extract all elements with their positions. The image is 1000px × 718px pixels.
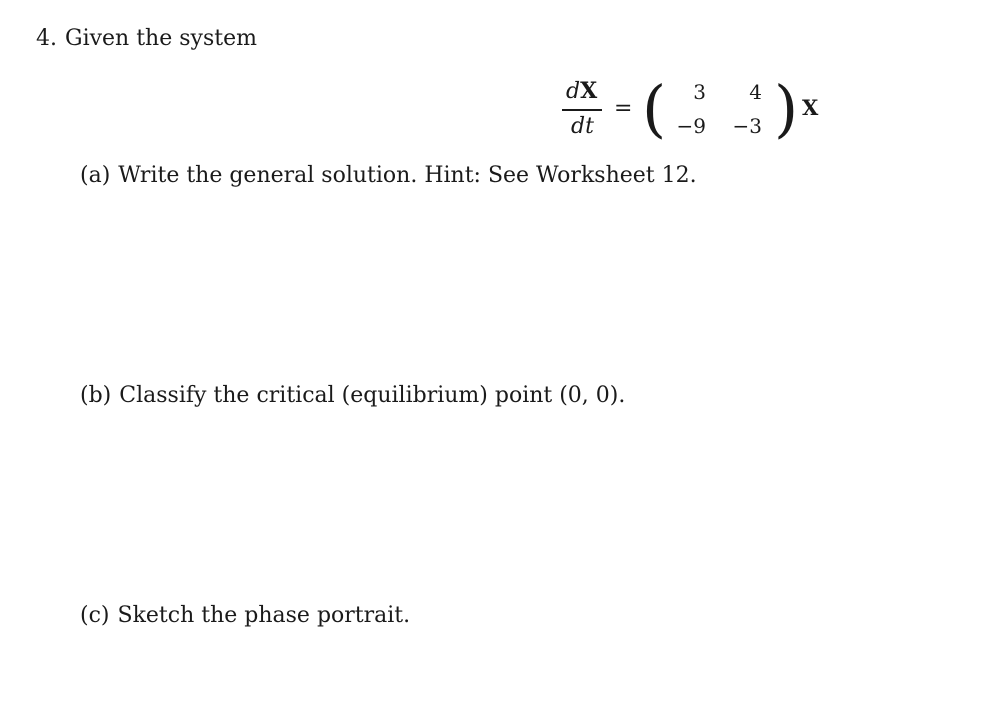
fraction-bar: [562, 109, 602, 111]
rhs-vector: X: [802, 95, 819, 120]
equals-sign: =: [614, 96, 633, 121]
problem-heading: [36, 26, 257, 51]
matrix-cell-2-2: −3: [732, 114, 762, 138]
problem-number: 4.: [36, 26, 57, 51]
matrix-cell-1-2: 4: [749, 80, 762, 104]
left-parenthesis: (: [642, 72, 667, 145]
differential-equation: [560, 72, 820, 148]
part-a-label: (a): [80, 163, 111, 188]
fraction-numerator: [566, 78, 597, 104]
part-c-text: Sketch the phase portrait.: [117, 603, 411, 628]
derivative-fraction: [560, 78, 610, 148]
numerator-d: d: [566, 79, 581, 104]
numerator-vector: X: [580, 78, 598, 104]
part-c-label: (c): [80, 603, 110, 628]
part-b-text: Classify the critical (equilibrium) point (0, 0).: [119, 383, 626, 408]
fraction-denominator: dt: [571, 114, 594, 139]
part-b-label: (b): [80, 383, 112, 408]
part-b: [80, 383, 625, 408]
problem-intro: Given the system: [65, 26, 257, 51]
part-a: [80, 163, 697, 188]
matrix-cell-2-1: −9: [676, 114, 706, 138]
matrix-cell-1-1: 3: [693, 80, 706, 104]
right-parenthesis: ): [774, 72, 799, 145]
part-a-text: Write the general solution. Hint: See Worksheet 12.: [118, 163, 697, 188]
part-c: [80, 603, 410, 628]
